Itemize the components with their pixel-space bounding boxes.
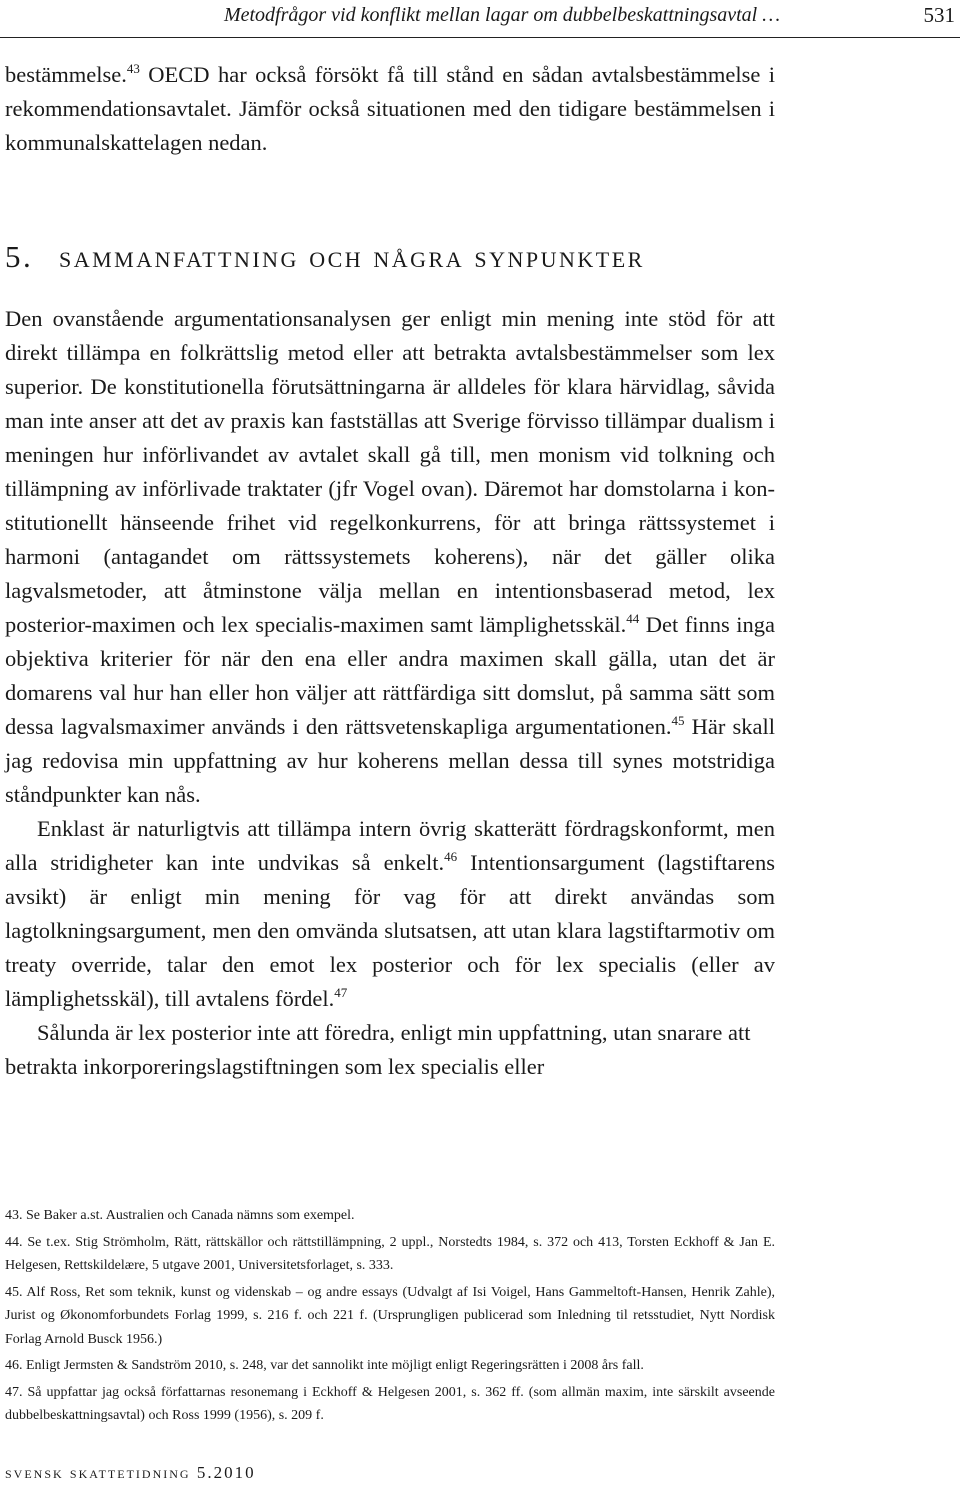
footnote-ref-46[interactable]: 46 [444, 849, 458, 864]
footnote-47: 47. Så uppfattar jag också författarnas resonemang i Eckhoff & Helgesen 2001, s. 362 ff. (som allmän maxim, inte särskilt avseende dubbelbeskattningsavtal) och Ross 1999 (1956), s. 209 f. [5, 1384, 775, 1423]
section-heading [5, 238, 775, 276]
paragraph-3: Sålunda är lex posterior inte att föredra, enligt min uppfattning, utan snarare att betrakta inkorporeringslagstiftningen som lex specialis eller [5, 1020, 751, 1079]
intro-paragraph: bestämmelse.$^{43}$ OECD har också försökt få till stånd en sådan avtalsbestämmelse i rekommendationsavtalet. Jämför också situationen med den tidigare bestämmelsen i kommunalskattelagen nedan. [5, 61, 775, 155]
page-number: 531 [923, 3, 955, 27]
footnote-ref-43[interactable]: 43 [126, 61, 140, 76]
footnote-45: 45. Alf Ross, Ret som teknik, kunst og videnskab – og andre essays (Udvalgt af Isi Voigel, Hans Gammeltoft-Hansen, Henrik Zahle), Jurist og Økonomforbundets Forlag 1999, s. 216 f. och 221 f. (Ursprungligen publicerad som Inledning til retsstudiet, Nytt Nordisk Forlag Arnold Busck 1956.) [5, 1284, 775, 1347]
footnote-ref-47[interactable]: 47 [334, 985, 348, 1000]
header-rule [0, 37, 960, 38]
page-header [0, 0, 960, 40]
running-title: Metodfrågor vid konflikt mellan lagar om dubbelbeskattningsavtal … [223, 4, 780, 26]
section-number: 5. [5, 239, 34, 274]
footnote-46: 46. Enligt Jermsten & Sandström 2010, s. 248, var det sannolikt inte möjligt enligt Regeringsrätten i 2008 års fall. [5, 1358, 644, 1373]
footnote-ref-45[interactable]: 45 [671, 713, 685, 728]
journal-footer: svensk skattetidning 5.2010 [5, 1463, 256, 1482]
footnotes [5, 1204, 775, 1431]
main-text [5, 58, 775, 1084]
footnote-44: 44. Se t.ex. Stig Strömholm, Rätt, rättskällor och rättstillämpning, 2 uppl., Norstedts 1984, s. 372 och 413, Torsten Eckhoff & Jan E. Helgesen, Rettskildelære, 5 utgave 2001, Universitetsforlaget, s. 333. [5, 1234, 775, 1273]
paragraph-1: Den ovanstående argumentationsanalysen ger enligt min mening inte stöd för att direkt tillämpa en folkrättslig metod eller att betrakta avtalsbestämmelser som lex superior. De konstitutionella förutsättningarna är alldeles för klara härvidlag, såvida man inte anser att det av praxis kan fastställas att Sverige förvisso tillämpar dualism i meningen hur införlivandet av avtalet skall gå till, men monism vid tolkning och tillämpning av införlivade traktater (jfr Vogel ovan). Däremot har domstolarna i konstitutionellt hänseende frihet vid regelkonkurrens, för att bringa rättssystemet i harmoni (antagandet om rättssystemets koherens), när det gäller olika lagvalsmetoder, att åtminstone välja mellan en intentionsbaserad metod, lex posterior-maximen och lex specialis-maximen samt lämplighetsskäl.$^{44}$ Det finns inga objektiva kriterier för när den ena eller andra maximen skall gälla, utan det är domarens val hur han eller hon väljer att rättfärdiga sitt domslut, på samma sätt som dessa lagvalsmaximer används i den rättsvetenskapliga argumentationen.$^{45}$ Här skall jag redovisa min uppfattning av hur koherens mellan dessa till synes motstridiga ståndpunkter kan nås. [5, 306, 775, 807]
section-title: sammanfattning och några synpunkter [59, 239, 645, 274]
paragraph-2: Enklast är naturligtvis att tillämpa intern övrig skatterätt fördragskonformt, men alla stridigheter kan inte undvikas så enkelt.$^{46}$ Intentionsargument (lagstiftarens avsikt) är enligt min mening för vag för att direkt användas som lagtolkningsargument, men den omvända slutsatsen, att utan klara lagstiftarmotiv om treaty override, talar den emot lex posterior och för lex specialis (eller av lämplighetsskäl), till avtalens fördel.$^{47}$ [5, 816, 775, 1011]
footnote-ref-44[interactable]: 44 [626, 611, 640, 626]
footnote-43: 43. Se Baker a.st. Australien och Canada nämns som exempel. [5, 1208, 355, 1223]
